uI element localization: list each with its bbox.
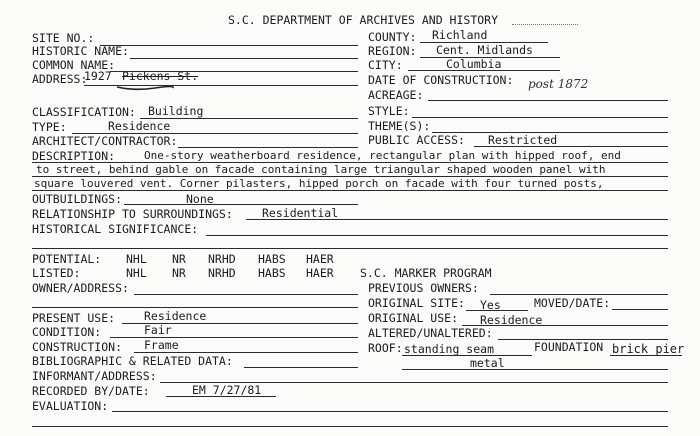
bibliographic-label: BIBLIOGRAPHIC & RELATED DATA: bbox=[32, 354, 233, 368]
description-line-2: to street, behind gable on facade containing large triangular shaped wooden panel with bbox=[36, 163, 606, 176]
present-use-label: PRESENT USE: bbox=[32, 311, 116, 325]
roof-line bbox=[402, 355, 532, 356]
original-site-line bbox=[466, 310, 528, 311]
potential-nrhd: NRHD bbox=[208, 252, 236, 266]
original-site-label: ORIGINAL SITE: bbox=[368, 296, 465, 310]
roof-label: ROOF: bbox=[368, 341, 403, 355]
title-dotted-line bbox=[512, 24, 578, 25]
roof-line-2 bbox=[402, 369, 668, 370]
informant-label: INFORMANT/ADDRESS: bbox=[32, 369, 157, 383]
original-use-label: ORIGINAL USE: bbox=[368, 311, 459, 325]
moved-date-line bbox=[612, 309, 668, 310]
previous-owners-label: PREVIOUS OWNERS: bbox=[368, 281, 479, 295]
county-label: COUNTY: bbox=[368, 30, 417, 44]
type-value: Residence bbox=[108, 119, 171, 133]
historic-name-line bbox=[130, 58, 358, 59]
potential-nr: NR bbox=[172, 252, 186, 266]
recorded-label: RECORDED BY/DATE: bbox=[32, 384, 150, 398]
owner-address-line bbox=[134, 294, 358, 295]
construction-label: CONSTRUCTION: bbox=[32, 340, 123, 354]
altered-label: ALTERED/UNALTERED: bbox=[368, 326, 493, 340]
public-access-label: PUBLIC ACCESS: bbox=[368, 133, 465, 147]
original-use-line bbox=[462, 325, 668, 326]
potential-label: POTENTIAL: bbox=[32, 252, 102, 266]
recorded-line bbox=[166, 396, 276, 397]
relationship-line bbox=[246, 219, 668, 220]
listed-habs: HABS bbox=[258, 266, 286, 280]
classification-value: Building bbox=[148, 104, 204, 118]
listed-nhl: NHL bbox=[126, 266, 147, 280]
architect-label: ARCHITECT/CONTRACTOR: bbox=[32, 134, 178, 148]
county-value: Richland bbox=[432, 28, 488, 42]
foundation-label: FOUNDATION bbox=[534, 340, 604, 354]
bibliographic-line bbox=[244, 367, 358, 368]
potential-haer: HAER bbox=[306, 252, 334, 266]
public-access-value: Restricted bbox=[488, 133, 558, 147]
foundation-value: brick pier bbox=[612, 342, 685, 356]
listed-nr: NR bbox=[172, 266, 186, 280]
address-line bbox=[84, 85, 358, 86]
acreage-line bbox=[428, 100, 668, 101]
common-name-label: COMMON NAME: bbox=[32, 58, 116, 72]
classification-line bbox=[140, 118, 358, 119]
historic-name-label: HISTORIC NAME: bbox=[32, 44, 129, 58]
roof-value-1: standing seam bbox=[404, 342, 495, 356]
marker-program-title: S.C. MARKER PROGRAM bbox=[360, 266, 492, 280]
acreage-label: ACREAGE: bbox=[368, 88, 424, 102]
description-label: DESCRIPTION: bbox=[32, 149, 116, 163]
foundation-line bbox=[610, 355, 682, 356]
description-rule-3 bbox=[32, 190, 668, 191]
address-label: ADDRESS: bbox=[32, 72, 88, 86]
construction-value: Frame bbox=[144, 338, 179, 352]
theme-label: THEME(S): bbox=[368, 119, 431, 133]
outbuildings-label: OUTBUILDINGS: bbox=[32, 192, 123, 206]
significance-line bbox=[206, 235, 668, 236]
original-site-value: Yes bbox=[480, 298, 501, 312]
site-no-line bbox=[100, 45, 358, 46]
condition-value: Fair bbox=[144, 323, 172, 337]
city-label: CITY: bbox=[368, 58, 403, 72]
address-number: 1927 bbox=[84, 69, 112, 83]
recorded-value: EM 7/27/81 bbox=[192, 383, 262, 397]
outbuildings-line bbox=[124, 204, 358, 205]
significance-line-2 bbox=[32, 248, 668, 249]
site-no-label: SITE NO.: bbox=[32, 31, 95, 45]
evaluation-line-2 bbox=[32, 426, 668, 427]
owner-address-label: OWNER/ADDRESS: bbox=[32, 281, 129, 295]
roof-value-2: metal bbox=[470, 356, 505, 370]
original-use-value: Residence bbox=[480, 313, 543, 327]
evaluation-line bbox=[112, 411, 668, 412]
potential-nhl: NHL bbox=[126, 252, 147, 266]
region-label: REGION: bbox=[368, 44, 417, 58]
outbuildings-value: None bbox=[186, 192, 214, 206]
region-value: Cent. Midlands bbox=[436, 43, 533, 57]
style-label: STYLE: bbox=[368, 104, 410, 118]
owner-address-line-2 bbox=[32, 307, 358, 308]
address-street: Pickens St. bbox=[122, 69, 199, 83]
significance-label: HISTORICAL SIGNIFICANCE: bbox=[32, 222, 199, 236]
condition-label: CONDITION: bbox=[32, 325, 102, 339]
relationship-label: RELATIONSHIP TO SURROUNDINGS: bbox=[32, 207, 233, 221]
city-line bbox=[408, 70, 560, 71]
type-label: TYPE: bbox=[32, 120, 67, 134]
date-of-construction-label: DATE OF CONSTRUCTION: bbox=[368, 73, 514, 87]
potential-habs: HABS bbox=[258, 252, 286, 266]
moved-date-label: MOVED/DATE: bbox=[534, 296, 611, 310]
listed-label: LISTED: bbox=[32, 266, 81, 280]
city-value: Columbia bbox=[446, 57, 502, 71]
architect-line bbox=[178, 147, 358, 148]
classification-label: CLASSIFICATION: bbox=[32, 105, 136, 119]
description-line-1: One-story weatherboard residence, rectangular plan with hipped roof, end bbox=[144, 149, 621, 162]
style-line bbox=[412, 117, 668, 118]
listed-haer: HAER bbox=[306, 266, 334, 280]
present-use-value: Residence bbox=[144, 309, 207, 323]
relationship-value: Residential bbox=[262, 206, 339, 220]
previous-owners-line bbox=[490, 294, 668, 295]
evaluation-label: EVALUATION: bbox=[32, 399, 109, 413]
construction-line bbox=[134, 352, 358, 353]
public-access-line bbox=[474, 146, 668, 147]
date-of-construction-value: post 1872 bbox=[528, 77, 589, 91]
form-title: S.C. DEPARTMENT OF ARCHIVES AND HISTORY bbox=[228, 13, 499, 27]
listed-nrhd: NRHD bbox=[208, 266, 236, 280]
description-line-3: square louvered vent. Corner pilasters, hipped porch on facade with four turned posts, bbox=[34, 177, 604, 190]
